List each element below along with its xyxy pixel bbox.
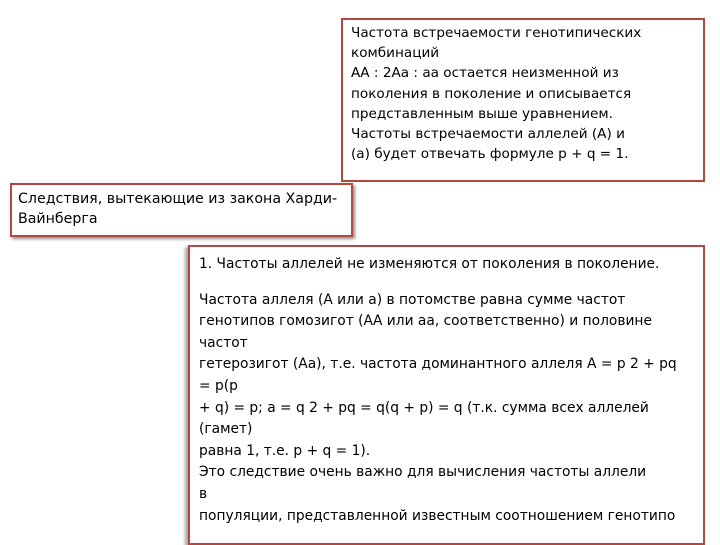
consequences-heading-box: [10, 183, 353, 237]
text-line: (а) будет отвечать формуле р + q = 1.: [351, 146, 629, 163]
consequence-title: 1. Частоты аллелей не изменяются от поколения в поколение.: [199, 256, 660, 272]
paragraph-gap: [199, 276, 697, 290]
text-line: частот: [199, 334, 248, 351]
text-line: гетерозигот (Аа), т.е. частота доминантного аллеля А = р 2 + рq: [199, 356, 677, 373]
text-line: популяции, представленной известным соотношением генотипо: [199, 507, 676, 524]
text-line: комбинаций: [351, 45, 440, 62]
heading-line: Вайнберга: [18, 211, 98, 227]
text-line: Частоты встречаемости аллелей (А) и: [351, 126, 625, 143]
text-line: равна 1, т.е. р + q = 1).: [199, 442, 371, 459]
genotype-frequency-box: [341, 18, 705, 182]
text-line: Это следствие очень важно для вычисления частоты аллели: [199, 464, 647, 481]
text-line: генотипов гомозигот (АА или аа, соответственно) и половине: [199, 313, 652, 330]
text-line: представленным выше уравнением.: [351, 105, 613, 122]
text-line: поколения в поколение и описывается: [351, 85, 632, 102]
text-line: + q) = р; а = q 2 + рq = q(q + р) = q (т.к. сумма всех аллелей: [199, 399, 649, 416]
text-line: АА : 2Аа : аа остается неизменной из: [351, 65, 619, 82]
text-line: Частота аллеля (А или а) в потомстве равна сумме частот: [199, 291, 626, 308]
text-line: = р(р: [199, 377, 238, 394]
text-line: (гамет): [199, 421, 253, 438]
text-line: Частота встречаемости генотипических: [351, 25, 642, 41]
text-line: в: [199, 485, 208, 502]
allele-frequency-box: [188, 245, 705, 545]
heading-line: Следствия, вытекающие из закона Харди-: [18, 191, 338, 207]
